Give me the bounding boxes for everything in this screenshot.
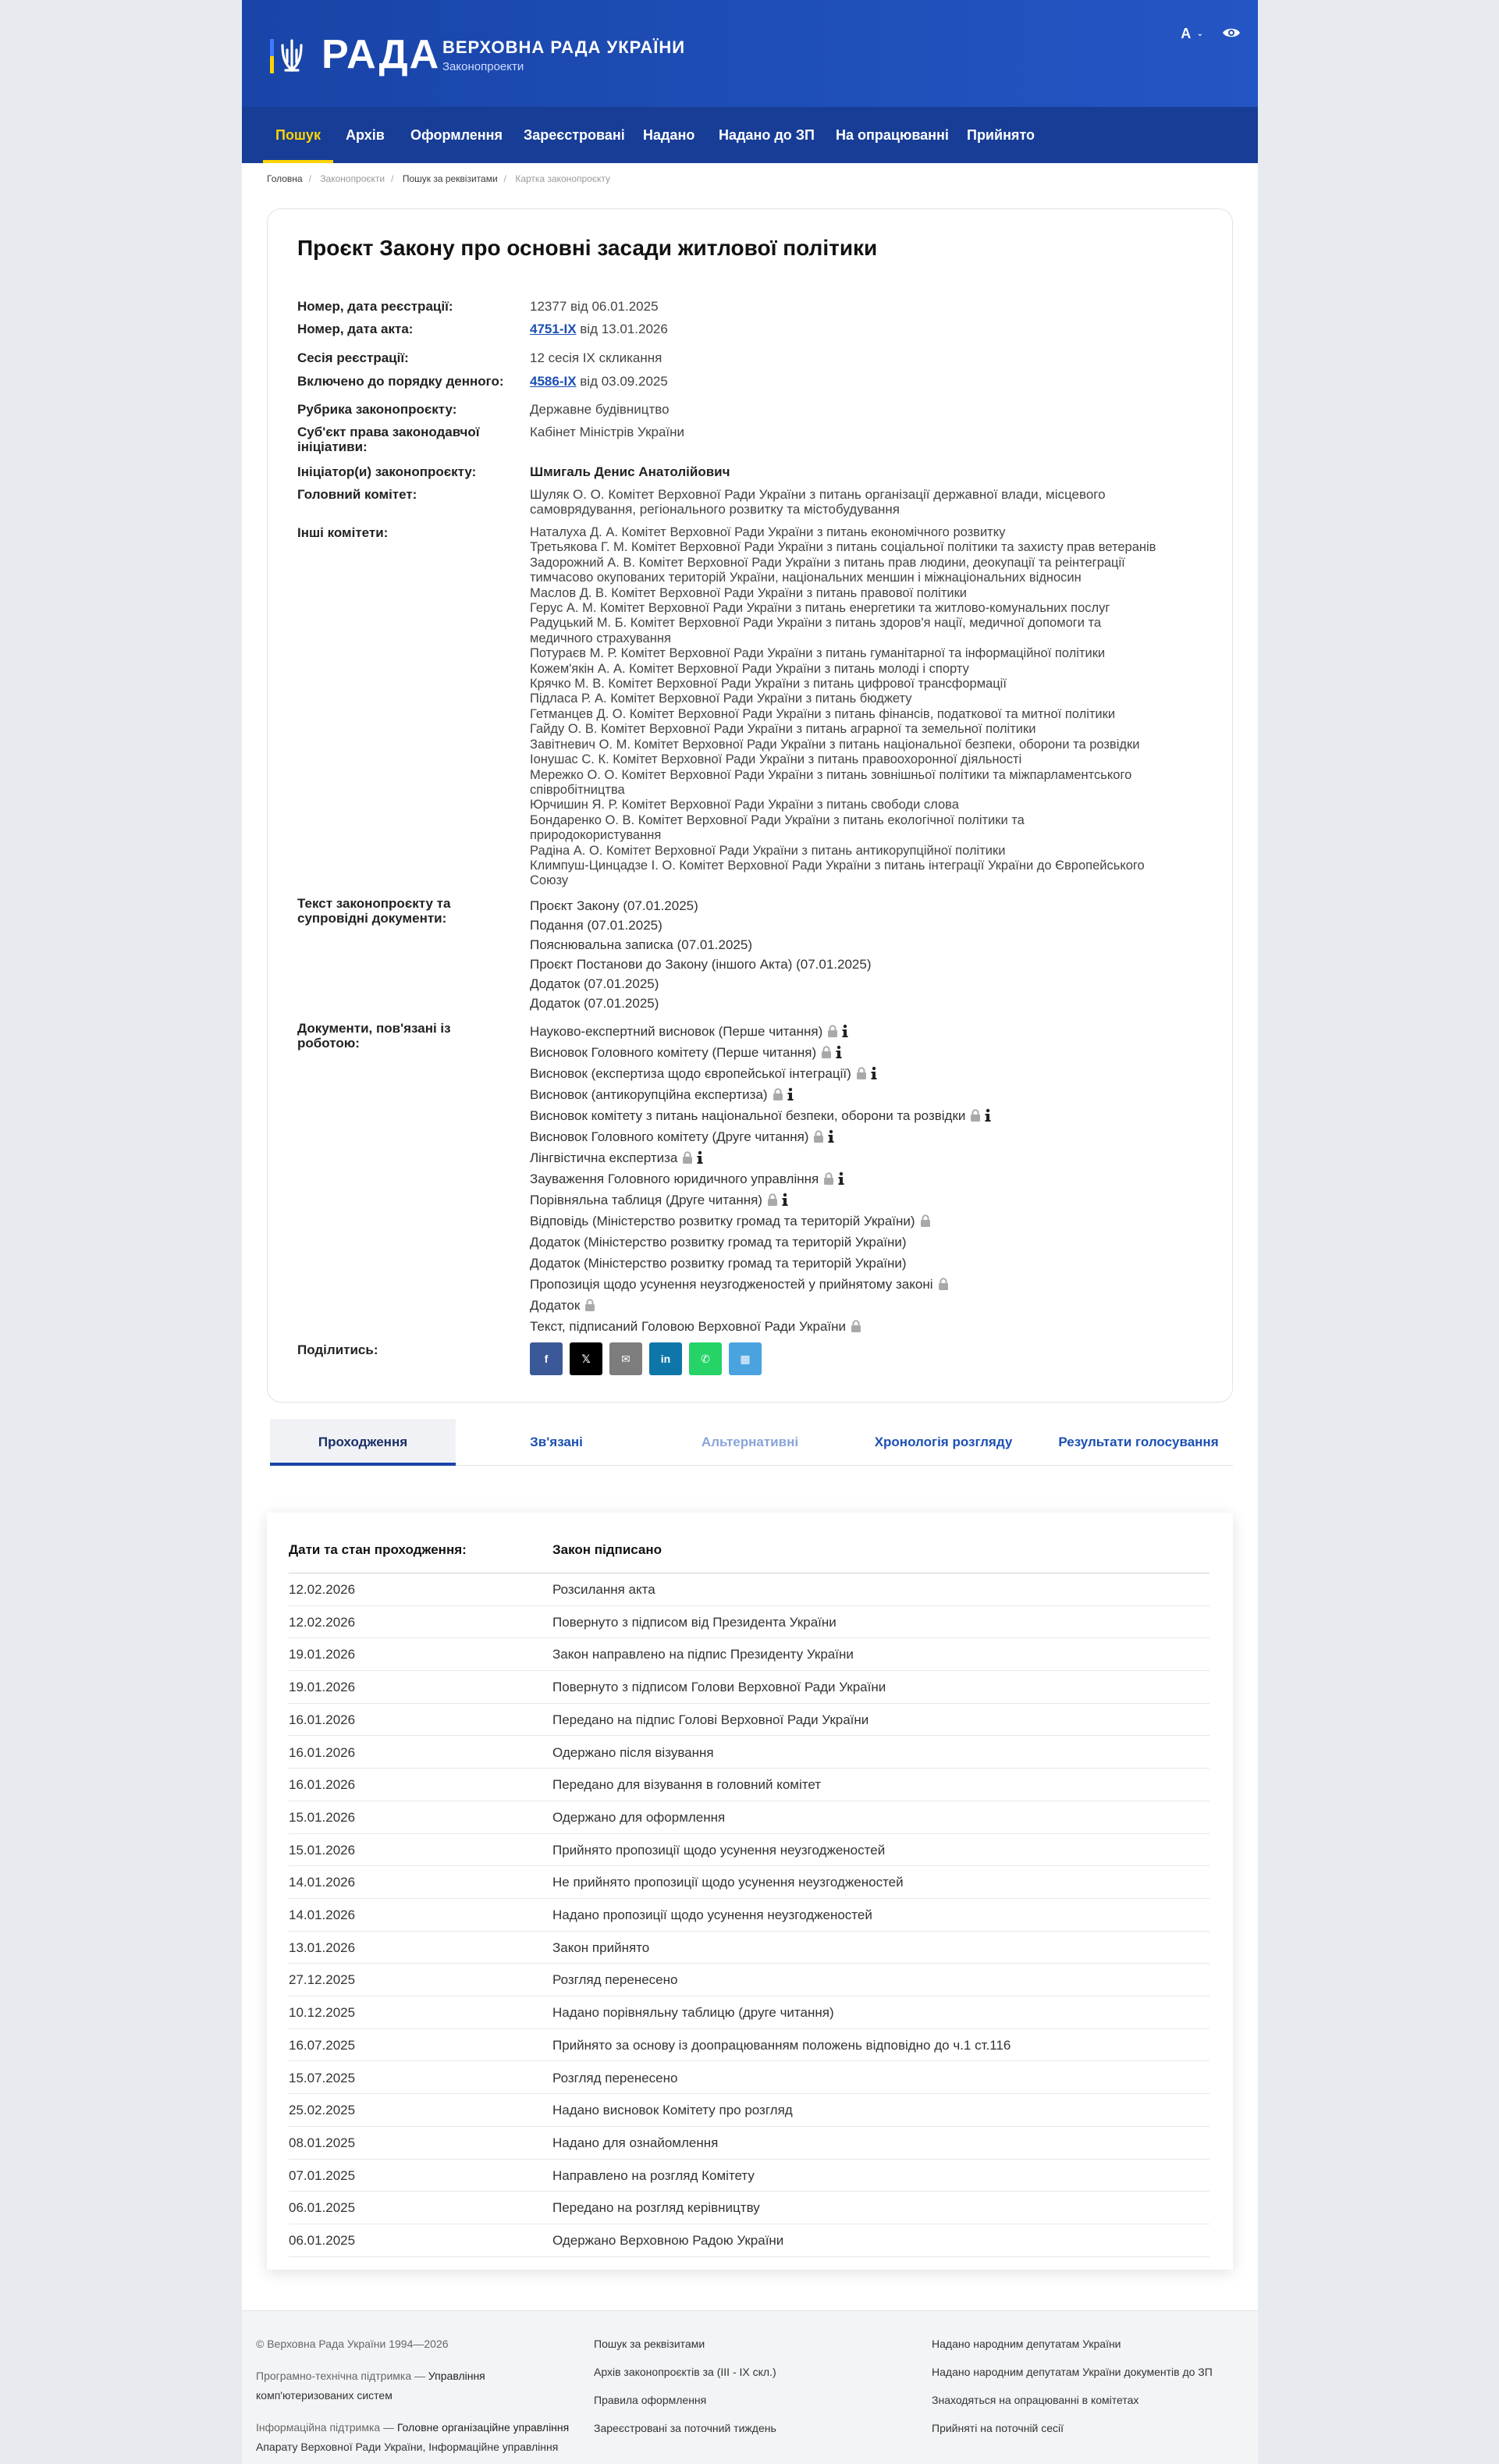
- related-document-label: Додаток: [530, 1298, 581, 1313]
- row-status: Передано на підпис Голові Верховної Ради України: [552, 1712, 869, 1727]
- committee-line: Радіна А. О. Комітет Верховної Ради України з питань антикорупційної політики: [530, 843, 1006, 858]
- related-document[interactable]: [530, 1253, 1201, 1274]
- row-date: 07.01.2025: [289, 2167, 356, 2183]
- related-document-label: Додаток (Міністерство розвитку громад та територій України): [530, 1235, 907, 1250]
- row-status: Закон направлено на підпис Президенту України: [552, 1647, 854, 1662]
- row-date: 08.01.2025: [289, 2135, 356, 2150]
- row-date: 14.01.2026: [289, 1875, 356, 1890]
- font-size-switch[interactable]: [1181, 26, 1203, 42]
- committee-line: медичного страхування: [530, 631, 671, 645]
- committee-line: Завітневич О. М. Комітет Верховної Ради України з питань національної безпеки, оборони та розвідки: [530, 737, 1140, 752]
- row-status: Передано для візування в головний комітет: [552, 1777, 822, 1793]
- row-status: Направлено на розгляд Комітету: [552, 2167, 755, 2183]
- row-status: Одержано після візування: [552, 1744, 714, 1760]
- related-document[interactable]: [530, 1189, 1201, 1211]
- row-date: 13.01.2026: [289, 1940, 356, 1955]
- row-date: 16.01.2026: [289, 1712, 356, 1727]
- footer-link[interactable]: Прийняті на поточній сесії: [932, 2422, 1064, 2434]
- row-date: 19.01.2026: [289, 1680, 356, 1695]
- committee-line: Потураєв М. Р. Комітет Верховної Ради України з питань гуманітарної та інформаційної політики: [530, 646, 1106, 661]
- linkedin-icon[interactable]: in: [649, 1342, 682, 1375]
- row-date: 25.02.2025: [289, 2103, 356, 2118]
- related-document-label: Відповідь (Міністерство розвитку громад та територій України): [530, 1214, 915, 1228]
- chevron-down-icon: ⌄: [1196, 30, 1203, 38]
- footer-col-deputies: [932, 2334, 1213, 2438]
- row-date: 15.07.2025: [289, 2070, 356, 2085]
- footer-link[interactable]: Правила оформлення: [594, 2394, 707, 2406]
- related-document-label: Текст, підписаний Головою Верховної Ради України: [530, 1319, 847, 1334]
- breadcrumb-home[interactable]: Головна: [267, 173, 303, 184]
- table-row: [289, 1671, 1210, 1704]
- site-footer: [242, 2310, 1258, 2464]
- table-row: [289, 1996, 1210, 2029]
- table-row: [289, 1573, 1210, 1606]
- lock-icon: [813, 1130, 824, 1143]
- row-date: 06.01.2025: [289, 2233, 356, 2248]
- table-row: [289, 2127, 1210, 2160]
- row-date: 06.01.2025: [289, 2200, 356, 2216]
- nav-item-in-progress[interactable]: На опрацюванні: [836, 127, 949, 143]
- table-row: [289, 2160, 1210, 2192]
- table-row: [289, 1899, 1210, 1932]
- committee-line: Маслов Д. В. Комітет Верховної Ради України з питань правової політики: [530, 585, 968, 600]
- row-date: 15.01.2026: [289, 1842, 356, 1858]
- row-date: 16.01.2026: [289, 1744, 356, 1760]
- x-icon[interactable]: 𝕏: [570, 1342, 602, 1375]
- info-icon[interactable]: [985, 1108, 991, 1122]
- lock-icon: [827, 1025, 838, 1037]
- committees-list: [530, 525, 1201, 889]
- related-document[interactable]: [530, 1126, 1201, 1147]
- committee-line: Третьякова Г. М. Комітет Верховної Ради України з питань соціальної політики та захисту прав ветеранів: [530, 540, 1156, 555]
- table-row: [289, 1704, 1210, 1737]
- committee-line: Іонушас С. К. Комітет Верховної Ради України з питань правоохоронної діяльності: [530, 752, 1022, 767]
- table-row: [289, 2029, 1210, 2062]
- related-document[interactable]: [530, 1042, 1201, 1063]
- nav-item-search[interactable]: Пошук: [275, 107, 321, 163]
- related-document-label: Висновок (експертиза щодо європейської інтеграції): [530, 1066, 851, 1081]
- site-header: [242, 0, 1258, 107]
- related-document-label: Висновок Головного комітету (Перше читання): [530, 1045, 817, 1060]
- texts-list: [530, 896, 1201, 1013]
- footer-link-tech[interactable]: Управління: [428, 2370, 485, 2382]
- table-row: [289, 1769, 1210, 1801]
- lock-icon: [821, 1046, 832, 1058]
- related-document[interactable]: [530, 1147, 1201, 1168]
- site-title[interactable]: ВЕРХОВНА РАДА УКРАЇНИ: [442, 37, 686, 57]
- row-status: Надано пропозиції щодо усунення неузгодженостей: [552, 1908, 872, 1922]
- row-date: 12.02.2026: [289, 1614, 356, 1630]
- row-status: Не прийнято пропозиції щодо усунення неузгодженостей: [552, 1875, 904, 1890]
- breadcrumb: Головна / Законопроєкти / Пошук за реквізитами / Картка законопроєкту: [267, 173, 610, 184]
- nav-item-drafting[interactable]: Оформлення: [410, 127, 503, 143]
- lock-icon: [773, 1088, 783, 1100]
- table-row: [289, 1638, 1210, 1671]
- committee-line: Мережко О. О. Комітет Верховної Ради України з питань зовнішньої політики та міжпарламентського: [530, 767, 1132, 782]
- footer-link[interactable]: Надано народним депутатам України документів до ЗП: [932, 2366, 1213, 2378]
- row-date: 27.12.2025: [289, 1972, 356, 1988]
- row-date: 12.02.2026: [289, 1582, 356, 1597]
- footer-link[interactable]: Архів законопроєктів за (III - IX скл.): [594, 2366, 776, 2378]
- committee-line: Задорожний А. В. Комітет Верховної Ради України з питань прав людини, деокупації та реінтеграції: [530, 555, 1125, 570]
- committee-line: Климпуш-Цинцадзе І. О. Комітет Верховної Ради України з питань інтеграції України до Європейського: [530, 858, 1145, 873]
- related-document[interactable]: [530, 1316, 1201, 1337]
- footer-link[interactable]: Зареєстровані за поточний тиждень: [594, 2422, 776, 2434]
- committee-line: Юрчишин Я. Р. Комітет Верховної Ради України з питань свободи слова: [530, 798, 959, 812]
- nav-item-adopted[interactable]: Прийнято: [967, 127, 1035, 143]
- related-document[interactable]: [530, 1063, 1201, 1084]
- related-document[interactable]: [530, 1211, 1201, 1232]
- main-nav: [242, 107, 1258, 163]
- table-row: [289, 2192, 1210, 2224]
- table-row: [289, 2062, 1210, 2095]
- passage-table-header: Дати та стан проходження: Закон підписано: [289, 1528, 1210, 1573]
- row-date: 10.12.2025: [289, 2005, 356, 2021]
- committee-line: Наталуха Д. А. Комітет Верховної Ради України з питань економічного розвитку: [530, 525, 1006, 539]
- lock-icon: [920, 1214, 931, 1227]
- row-date: 15.01.2026: [289, 1809, 356, 1825]
- footer-link[interactable]: Пошук за реквізитами: [594, 2338, 705, 2350]
- related-document[interactable]: [530, 1105, 1201, 1126]
- logo-word[interactable]: РАДА: [321, 32, 441, 77]
- bill-card: Проєкт Закону про основні засади житлової політики Номер, дата реєстрації: 12377 від 06.01.2025 Номер, дата акта: 4751-IX від 13.01.2026 Сесія реєстрації: 12 сесія IX скликання Включено до порядку денного: 4586-IX від 03.09.2025 Рубрика законопроєкту: Державне будівництво Суб'єкт права законодавчої ініціативи: Кабінет Міністрів України Ініціатор(и) законопроєкту: Шмигаль Денис Анатолійович Головний комітет: Шуляк О. О. Комітет Верховної Ради України з питань організації державної влади, місцевого самоврядування, регіонального розвитку та містобудування Інші комітети: Наталуха Д. А. Комітет Верховної Ради України з питань економічного розвитку Третьякова Г. М. Комітет Верховної Ради України з питань соціальної політики та захисту прав ветеранів Задорожний А. В. Комітет Верховної Ради України з питань прав людини, деокупації та реінтеграції тимчасово окупованих територій України, національних меншин і міжнаціональних відносин Маслов Д. В. Комітет Верховної Ради України з питань правової політики Герус А. М. Комітет Верховної Ради України з питань енергетики та житлово-комунальних послуг Радуцький М. Б. Комітет Верховної Ради України з питань здоров'я нації, медичної допомоги та медичного страхування Потураєв М. Р. Комітет Верховної Ради України з питань гуманітарної та інформаційної політики Кожем'якін А. А. Комітет Верховної Ради України з питань молоді і спорту Крячко М. В. Комітет Верховної Ради України з питань цифрової трансформації Підласа Р. А. Комітет Верховної Ради України з питань бюджету Гетманцев Д. О. Комітет Верховної Ради України з питань фінансів, податкової та митної політики Гайду О. В. Комітет Верховної Ради України з питань аграрної та земельної політики Завітневич О. М. Комітет Верховної Ради України з питань національної безпеки, оборони та розвідки Іонушас С. К. Комітет Верховної Ради України з питань правоохоронної діяльності Мережко О. О. Комітет Верховної Ради України з питань зовнішньої політики та міжпарламентського співробітництва Юрчишин Я. Р. Комітет Верховної Ради України з питань свободи слова Бондаренко О. В. Комітет Верховної Ради України з питань екологічної політики та природокористування Радіна А. О. Комітет Верховної Ради України з питань антикорупційної політики Климпуш-Цинцадзе І. О. Комітет Верховної Ради України з питань інтеграції України до Європейського Союзу Текст законопроєкту та супровідні документи: Проєкт Закону (07.01.2025) Подання (07.01.2025) Пояснювальна записка (07.01.2025) Проєкт Постанови до Закону (іншого Акта) (07.01.2025) Додаток (07.01.2025) Додаток (07.01.2025) Документи, пов'язані із роботою: Науково-експертний висновок (Перше читання) Висновок Головного комітету (Перше читання) Висновок (експертиза щодо європейської інтеграції) Висновок (антикорупційна експертиза) Висновок комітету з питань національної безпеки, оборони та розвідки Висновок Головного комітету (Друге читання) Лінгвістична експертиза Зауваження Головного юридичного управління Порівняльна таблиця (Друге читання) Відповідь (Міністерство розвитку громад та територій України) Додаток (Міністерство розвитку громад та територій України) Додаток (Міністерство розвитку громад та територій України) Пропозиція щодо усунення неузгодженостей у прийнятому законі Додаток Текст, підписаний Головою Верховної Ради України Поділитись: f 𝕏 ✉ in ✆ ▦: [267, 208, 1233, 1403]
- table-row: [289, 1801, 1210, 1834]
- lock-icon: [851, 1320, 861, 1332]
- email-icon[interactable]: ✉: [609, 1342, 642, 1375]
- table-row: [289, 1964, 1210, 1996]
- committee-line: Підласа Р. А. Комітет Верховної Ради України з питань бюджету: [530, 692, 912, 706]
- trident-icon[interactable]: [270, 39, 281, 73]
- related-document-label: Науково-експертний висновок (Перше читання): [530, 1024, 823, 1039]
- document-link[interactable]: Проєкт Закону (07.01.2025): [530, 898, 698, 913]
- related-document-label: Порівняльна таблиця (Друге читання): [530, 1193, 762, 1207]
- document-link[interactable]: Додаток (07.01.2025): [530, 996, 659, 1011]
- committee-line: природокористування: [530, 828, 662, 843]
- footer-link[interactable]: Знаходяться на опрацюванні в комітетах: [932, 2394, 1139, 2406]
- committee-line: тимчасово окупованих територій України, національних меншин і міжнаціональних відносин: [530, 571, 1082, 585]
- document-link[interactable]: Проєкт Постанови до Закону (іншого Акта) (07.01.2025): [530, 957, 872, 972]
- table-row: [289, 2094, 1210, 2127]
- row-date: 19.01.2026: [289, 1647, 356, 1662]
- font-size-label: A: [1181, 26, 1191, 41]
- tab-related[interactable]: Зв'язані: [530, 1435, 583, 1449]
- related-document[interactable]: [530, 1274, 1201, 1295]
- row-status: Надано порівняльну таблицю (друге читання): [552, 2005, 834, 2021]
- footer-col-search: [594, 2334, 776, 2438]
- row-status: Прийнято пропозиції щодо усунення неузгодженостей: [552, 1842, 886, 1858]
- related-docs-list: [530, 1021, 1201, 1337]
- page: [242, 0, 1258, 2464]
- lock-icon: [970, 1109, 981, 1122]
- lock-icon: [856, 1067, 867, 1079]
- row-status: Повернуто з підписом від Президента України: [552, 1614, 837, 1630]
- footer-col-info: © Верховна Рада України 1994—2026 Програмно-технічна підтримка — Управління комп'ютеризованих систем Інформаційна підтримка — Головне організаційне управління Апарату Верховної Ради України, Інформаційне управління: [256, 2338, 570, 2453]
- row-status: Надано для ознайомлення: [552, 2135, 719, 2150]
- qr-icon[interactable]: ▦: [729, 1342, 762, 1375]
- lock-icon: [682, 1151, 693, 1164]
- related-document[interactable]: [530, 1084, 1201, 1105]
- row-status: Розсилання акта: [552, 1582, 655, 1597]
- related-document-label: Пропозиція щодо усунення неузгодженостей у прийнятому законі: [530, 1277, 933, 1292]
- info-icon[interactable]: [842, 1024, 848, 1038]
- committee-line: Гайду О. В. Комітет Верховної Ради України з питань аграрної та земельної політики: [530, 722, 1036, 737]
- committee-line: Бондаренко О. В. Комітет Верховної Ради України з питань екологічної політики та: [530, 812, 1025, 827]
- committee-line: Союзу: [530, 873, 569, 888]
- row-status: Закон прийнято: [552, 1940, 650, 1955]
- row-status: Розгляд перенесено: [552, 2070, 678, 2085]
- related-document-label: Висновок комітету з питань національної безпеки, оборони та розвідки: [530, 1108, 966, 1123]
- breadcrumb-search[interactable]: Пошук за реквізитами: [402, 173, 498, 184]
- committee-line: Гетманцев Д. О. Комітет Верховної Ради України з питань фінансів, податкової та митної політики: [530, 706, 1116, 721]
- row-date: 14.01.2026: [289, 1908, 356, 1922]
- info-icon[interactable]: [787, 1087, 794, 1101]
- act-link[interactable]: 4751-IX: [530, 322, 577, 336]
- info-icon[interactable]: [782, 1193, 788, 1207]
- row-status: Повернуто з підписом Голови Верховної Ради України: [552, 1680, 886, 1695]
- eye-icon[interactable]: [1222, 27, 1241, 39]
- related-document[interactable]: [530, 1295, 1201, 1316]
- breadcrumb-current: Картка законопроєкту: [515, 173, 610, 184]
- related-document-label: Висновок Головного комітету (Друге читання): [530, 1129, 809, 1144]
- table-row: [289, 1932, 1210, 1964]
- nav-item-registered[interactable]: Зареєстровані: [524, 127, 625, 143]
- row-date: 16.01.2026: [289, 1777, 356, 1793]
- related-document[interactable]: [530, 1021, 1201, 1042]
- agenda-link[interactable]: 4586-IX: [530, 374, 577, 389]
- table-row: [289, 1606, 1210, 1639]
- info-icon[interactable]: [836, 1045, 842, 1059]
- table-row: [289, 2224, 1210, 2257]
- tab-voting-results[interactable]: Результати голосування: [1058, 1435, 1219, 1449]
- nav-item-archive[interactable]: Архів: [346, 127, 385, 143]
- committee-line: Герус А. М. Комітет Верховної Ради України з питань енергетики та житлово-комунальних послуг: [530, 601, 1110, 616]
- row-status: Одержано Верховною Радою України: [552, 2233, 784, 2248]
- committee-line: Крячко М. В. Комітет Верховної Ради України з питань цифрової трансформації: [530, 677, 1007, 692]
- table-row: [289, 1737, 1210, 1769]
- footer-link[interactable]: Надано народним депутатам України: [932, 2338, 1121, 2350]
- related-document-label: Додаток (Міністерство розвитку громад та територій України): [530, 1256, 907, 1271]
- tab-passage[interactable]: Проходження: [270, 1419, 456, 1466]
- tab-chronology[interactable]: Хронологія розгляду: [874, 1435, 1013, 1449]
- document-link[interactable]: Подання (07.01.2025): [530, 918, 662, 933]
- related-document-label: Висновок (антикорупційна експертиза): [530, 1087, 768, 1102]
- related-document[interactable]: [530, 1232, 1201, 1253]
- related-document-label: Лінгвістична експертиза: [530, 1150, 678, 1165]
- tab-bar: [270, 1419, 1233, 1466]
- row-status: Розгляд перенесено: [552, 1972, 678, 1988]
- footer-link-info[interactable]: Головне організаційне управління: [396, 2421, 570, 2434]
- lock-icon: [584, 1299, 595, 1311]
- lock-icon: [767, 1193, 778, 1206]
- info-icon[interactable]: [697, 1150, 703, 1164]
- related-document-label: Зауваження Головного юридичного управління: [530, 1172, 819, 1186]
- nav-item-provided[interactable]: Надано: [643, 127, 695, 143]
- committee-line: Кожем'якін А. А. Комітет Верховної Ради України з питань молоді і спорту: [530, 661, 969, 676]
- breadcrumb-bills[interactable]: Законопроєкти: [320, 173, 385, 184]
- committee-line: Радуцький М. Б. Комітет Верховної Ради України з питань здоров'я нації, медичної допомоги та: [530, 616, 1102, 631]
- document-link[interactable]: Додаток (07.01.2025): [530, 976, 659, 991]
- facebook-icon[interactable]: f: [530, 1342, 563, 1375]
- lock-icon: [938, 1278, 949, 1290]
- table-row: [289, 1834, 1210, 1867]
- lock-icon: [823, 1172, 834, 1185]
- committee-line: співробітництва: [530, 782, 625, 797]
- info-icon[interactable]: [838, 1172, 844, 1186]
- info-icon[interactable]: [871, 1066, 877, 1080]
- row-status: Прийнято за основу із доопрацюванням положень відповідно до ч.1 ст.116: [552, 2037, 1011, 2053]
- document-link[interactable]: Пояснювальна записка (07.01.2025): [530, 937, 752, 952]
- page-title: Проєкт Закону про основні засади житлової політики: [297, 236, 878, 260]
- passage-table: [267, 1513, 1233, 2270]
- row-status: Надано висновок Комітету про розгляд: [552, 2103, 793, 2118]
- row-date: 16.07.2025: [289, 2037, 356, 2053]
- row-status: Одержано для оформлення: [552, 1809, 726, 1825]
- info-icon[interactable]: [828, 1129, 834, 1143]
- nav-item-provided-zp[interactable]: Надано до ЗП: [719, 127, 815, 143]
- tab-alternative[interactable]: Альтернативні: [701, 1435, 799, 1449]
- table-row: [289, 1866, 1210, 1899]
- related-document[interactable]: [530, 1168, 1201, 1189]
- row-status: Передано на розгляд керівництву: [552, 2200, 760, 2216]
- site-subtitle[interactable]: Законопроекти: [442, 60, 524, 73]
- whatsapp-icon[interactable]: ✆: [689, 1342, 722, 1375]
